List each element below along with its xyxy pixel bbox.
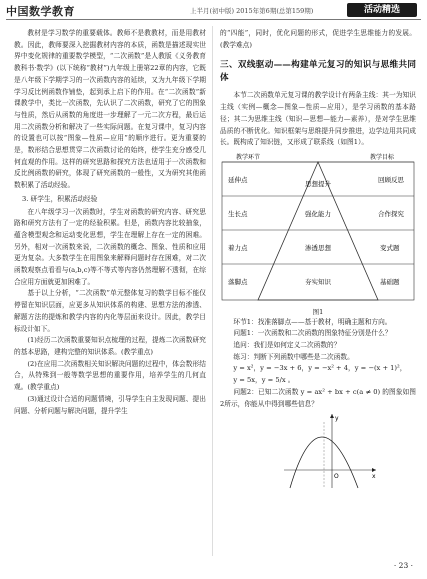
fig1-center-label: 夯实知识 (305, 277, 331, 286)
fig1-left-header: 教学环节 (236, 153, 261, 161)
paragraph: 环节1：找准落脚点——基于教材，明确主题和方向。 (233, 317, 392, 326)
y-axis-label: y (335, 415, 339, 423)
figure-2 (280, 412, 416, 495)
paragraph: 本节二次函数单元复习课的教学设计有两条主线：其一为知识主线（实例—概念—图象—性质—应用），是学习函数的基本路径；其二为思维主线（知识—思想—能力—素养），是对学生思维品质的不断优化。知识框架与思维提升同步推进，边学边用共同成长。既构成了知识链，又形成了联系线（如图1）。 (220, 91, 416, 147)
figure-2-graph (280, 412, 380, 490)
fig1-right-label: 回顾反思 (378, 175, 404, 184)
fig1-right-label: 合作探究 (378, 209, 404, 218)
fig1-center-label: 渗透思想 (305, 243, 331, 252)
figure-1 (220, 152, 416, 317)
equation-line: y = x²，y = −3x + 6，y = −x² + 4，y = −(x + 1)²， (233, 364, 407, 373)
column-divider (212, 26, 213, 556)
fig1-center-label: 思想提升 (305, 179, 331, 188)
figure-1-caption: 图1 (312, 307, 324, 316)
paragraph: 练习：判断下列函数中哪些是二次函数。 (233, 352, 354, 361)
paragraph: 基于以上分析，“二次函数”单元整体复习的数学目标不能仅停留在知识层面，应更多从知识体系的构建、思想方法的渗透、解题方法的提炼和教学内容的内化等层面来设计。因此，教学目标设计如下。 (14, 289, 206, 333)
equation-line: y = 5x，y = 5/x 。 (233, 376, 295, 385)
right-column (220, 28, 416, 495)
paragraph: 在八年级学习一次函数时，学生对函数的研究内容、研究思路和研究方法有了一定的经验积累。但是，函数内容比较抽象，蕴含模型观念和运动变化思想，学生在理解上存在一定的困难。另外，相对一次函数来说，二次函数的概念、图象、性质和应用更为复杂。大多数学生在用图象来解释问题时存在困难，对二次函数观察点看看与(a,b,c)等不等式等内容仍然理解不透彻，在综合应用方面就更加困难了。 (14, 207, 206, 286)
fig1-left-label: 生长点 (228, 209, 248, 218)
issue-info: 上半月(初中版) 2015年第6期(总第159期) (190, 7, 314, 15)
left-column (14, 28, 206, 417)
fig1-right-header: 教学目标 (370, 153, 395, 161)
paragraph: (3)通过设计合适的问题情境，引导学生自主发现问题、提出问题、分析问题与解决问题，提升学生 (14, 394, 206, 415)
fig1-left-label: 着力点 (228, 243, 248, 252)
paragraph: 问题2：已知二次函数 y = ax² + bx + c(a ≠ 0) 的图象如图2所示，你能从中得到哪些信息？ (220, 387, 416, 408)
paragraph: 的“四能”，同时，优化问题的形式，促进学生思维能力的发展。(教学难点) (220, 29, 416, 49)
x-axis-label: x (372, 473, 376, 481)
page-header (0, 0, 427, 22)
paragraph: 问题1：一次函数和二次函数的图象特征分别是什么？ (233, 329, 392, 338)
paragraph: 追问：我们是如何定义二次函数的？ (233, 341, 341, 350)
masthead-title: 中国数学教育 (6, 5, 75, 18)
paragraph: (1)经历二次函数重要知识点梳理的过程，提炼二次函数研究的基本思路，建构完整的知识体系。(教学重点) (14, 336, 206, 356)
fig1-left-label: 延伸点 (228, 175, 248, 184)
fig1-right-label: 变式题 (380, 243, 400, 252)
figure-1-diagram (220, 152, 416, 302)
fig1-left-label: 落脚点 (228, 277, 248, 286)
column-badge: 活动精选 (347, 3, 417, 17)
origin-label: O (334, 473, 339, 481)
fig1-center-label: 强化能力 (305, 209, 331, 218)
subsection-heading: 3. 研学生，积累活动经验 (22, 194, 98, 203)
page-number: · 23 · (393, 561, 413, 570)
paragraph: (2)在应用二次函数相关知识解决问题的过程中，体会数形结合，从特殊到一般等数学思想的重要作用，培养学生的几何直观。(教学重点) (14, 359, 206, 392)
header-rule (6, 19, 421, 20)
section-heading: 三、双线驱动——构建单元复习的知识与思维共同体 (220, 60, 416, 83)
fig1-right-label: 基础题 (380, 277, 400, 286)
paragraph: 教材是学习数学的重要载体。教师不是教教材，而是用教材教。因此，教师要深入挖掘教材内容的本质，函数是描述现实世界中变化规律的重要数学模型，“二次函数”是人教版《义务教育教科书·数学》(以下统称“教材”)九年级上册第22章的内容，它既是八年级下学期学习的一次函数内容的延续，又为九年级下学期学习反比例函数作铺垫，起到承上启下的作用。在“二次函数”新课教学中，类比一次函数，先认识了二次函数，研究了它的图象与性质，然后从函数的角度进一步理解了一元二次方程，最后运用二次函数分析和解决了一些实际问题。在复习课中，复习内容的设置也可以按“图象—性质—应用”的顺序进行。更为重要的是，数形结合思想贯穿二次函数讨论的始终，使学生充分感受几何直观的作用。这样的研究思路和探究方法也适用于一次函数和反比例函数的研究，体现了研究函数的一般性，又为研究其他函数积累了活动经验。 (14, 29, 206, 190)
